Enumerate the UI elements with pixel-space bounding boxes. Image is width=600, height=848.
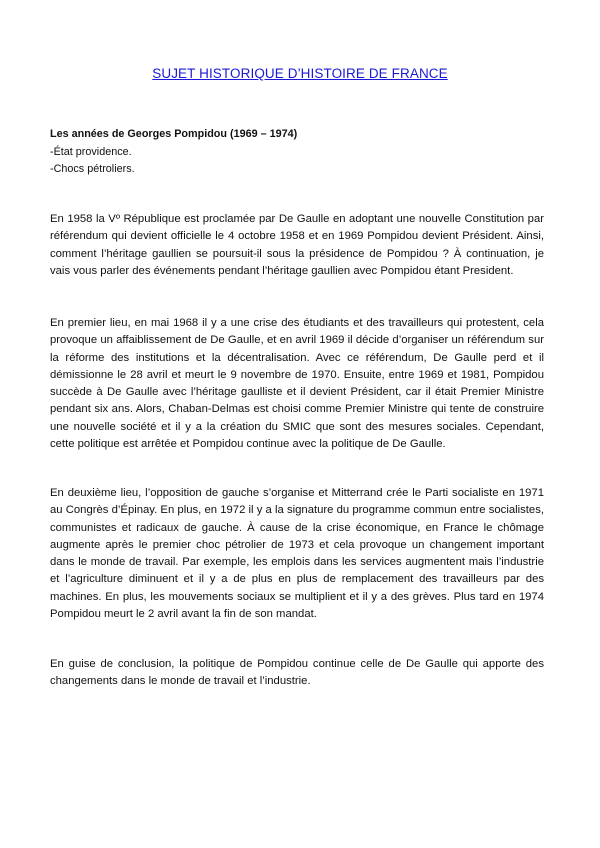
topic-heading: Les années de Georges Pompidou (1969 – 1974) — [50, 128, 298, 140]
paragraph-second-part: En deuxième lieu, l’opposition de gauche s’organise et Mitterrand crée le Parti socialiste en 1971 au Congrès d’Épinay. En plus, en 1972 il y a la signature du programme commun entre socialistes, communistes et radicaux de gauche. À cause de la crise économique, en France le chômage augmente après le premier choc pétrolier de 1973 et cela provoque un changement important dans le monde de travail. Par exemple, les emplois dans les services augmentent mais l’industrie et l’agriculture diminuent et il y a de plus en plus de remplacement des travailleurs par des machines. En plus, les mouvements sociaux se multiplient et il y a des grèves. Plus tard en 1974 Pompidou meurt le 2 avril avant la fin de son mandat. — [50, 487, 544, 621]
topic-bullet: -Chocs pétroliers. — [50, 163, 135, 175]
paragraph-first-part: En premier lieu, en mai 1968 il y a une crise des étudiants et des travailleurs qui protestent, cela provoque un affaiblissement de De Gaulle, et en avril 1969 il décide d’organiser un référendum sur la réforme des institutions et la décentralisation. Avec ce référendum, De Gaulle perd et il démissionne le 28 avril et meurt le 9 novembre de 1970. Ensuite, entre 1969 et 1981, Pompidou succède à De Gaulle avec l’héritage gaulliste et il devient Président, car il était Premier Ministre pendant six ans. Alors, Chaban-Delmas est choisi comme Premier Ministre qui tente de construire une nouvelle société et il y a la création du SMIC que sont des mesures sociales. Cependant, cette politique est arrêtée et Pompidou continue avec la politique de De Gaulle. — [50, 317, 544, 451]
topic-bullet: -État providence. — [50, 145, 132, 158]
paragraph-conclusion: En guise de conclusion, la politique de Pompidou continue celle de De Gaulle qui apporte des changements dans le monde de travail et l’industrie. — [50, 658, 544, 688]
topic-block — [50, 126, 297, 179]
document-title: SUJET HISTORIQUE D’HISTOIRE DE FRANCE — [152, 66, 448, 81]
paragraph-introduction: En 1958 la Vº République est proclamée par De Gaulle en adoptant une nouvelle Constitution par référendum qui devient officielle le 4 octobre 1958 et en 1969 Pompidou devient Président. Ainsi, comment l’héritage gaullien se poursuit-il sous la présidence de Pompidou ? À continuation, je vais vous parler des événements pendant l’héritage gaullien avec Pompidou étant President. — [50, 213, 544, 277]
